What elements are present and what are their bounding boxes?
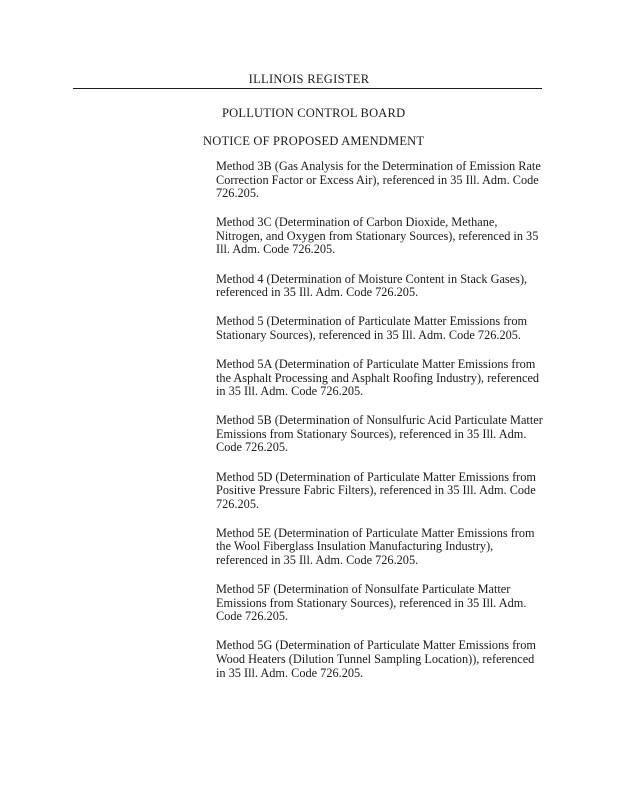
method-entry-5: Method 5 (Determination of Particulate Matter Emissions from Stationary Sources), referenced in 35 Ill. Adm. Code 726.205. <box>216 314 528 342</box>
notice-title: NOTICE OF PROPOSED AMENDMENT <box>203 134 425 148</box>
method-entry-5g: Method 5G (Determination of Particulate Matter Emissions from Wood Heaters (Dilution Tunnel Sampling Location)), referenced in 35 Ill. Adm. Code 726.205. <box>216 638 536 680</box>
method-list <box>216 160 546 696</box>
method-entry-3b: Method 3B (Gas Analysis for the Determination of Emission Rate Correction Factor or Excess Air), referenced in 35 Ill. Adm. Code 726.205. <box>216 159 541 201</box>
method-entry-5f: Method 5F (Determination of Nonsulfate Particulate Matter Emissions from Stationary Sources), referenced in 35 Ill. Adm. Code 726.205. <box>216 582 527 624</box>
method-entry-5a: Method 5A (Determination of Particulate Matter Emissions from the Asphalt Processing and Asphalt Roofing Industry), referenced in 35 Ill. Adm. Code 726.205. <box>216 356 540 399</box>
register-title: ILLINOIS REGISTER <box>248 72 370 86</box>
method-entry-5e: Method 5E (Determination of Particulate Matter Emissions from the Wool Fiberglass Insulation Manufacturing Industry), referenced in 35 Ill. Adm. Code 726.205. <box>216 525 535 567</box>
method-entry-5b: Method 5B (Determination of Nonsulfuric Acid Particulate Matter Emissions from Stationary Sources), referenced in 35 Ill. Adm. Code 726.205. <box>216 413 543 455</box>
header-rule <box>73 88 542 89</box>
method-entry-5d: Method 5D (Determination of Particulate Matter Emissions from Positive Pressure Fabric Filters), referenced in 35 Ill. Adm. Code 726.205. <box>216 469 536 511</box>
board-title: POLLUTION CONTROL BOARD <box>222 106 406 120</box>
method-entry-4: Method 4 (Determination of Moisture Content in Stack Gases), referenced in 35 Ill. Adm. Code 726.205. <box>216 271 528 300</box>
method-entry-3c: Method 3C (Determination of Carbon Dioxide, Methane, Nitrogen, and Oxygen from Stationary Sources), referenced in 35 Ill. Adm. Code 726.205. <box>216 215 539 257</box>
